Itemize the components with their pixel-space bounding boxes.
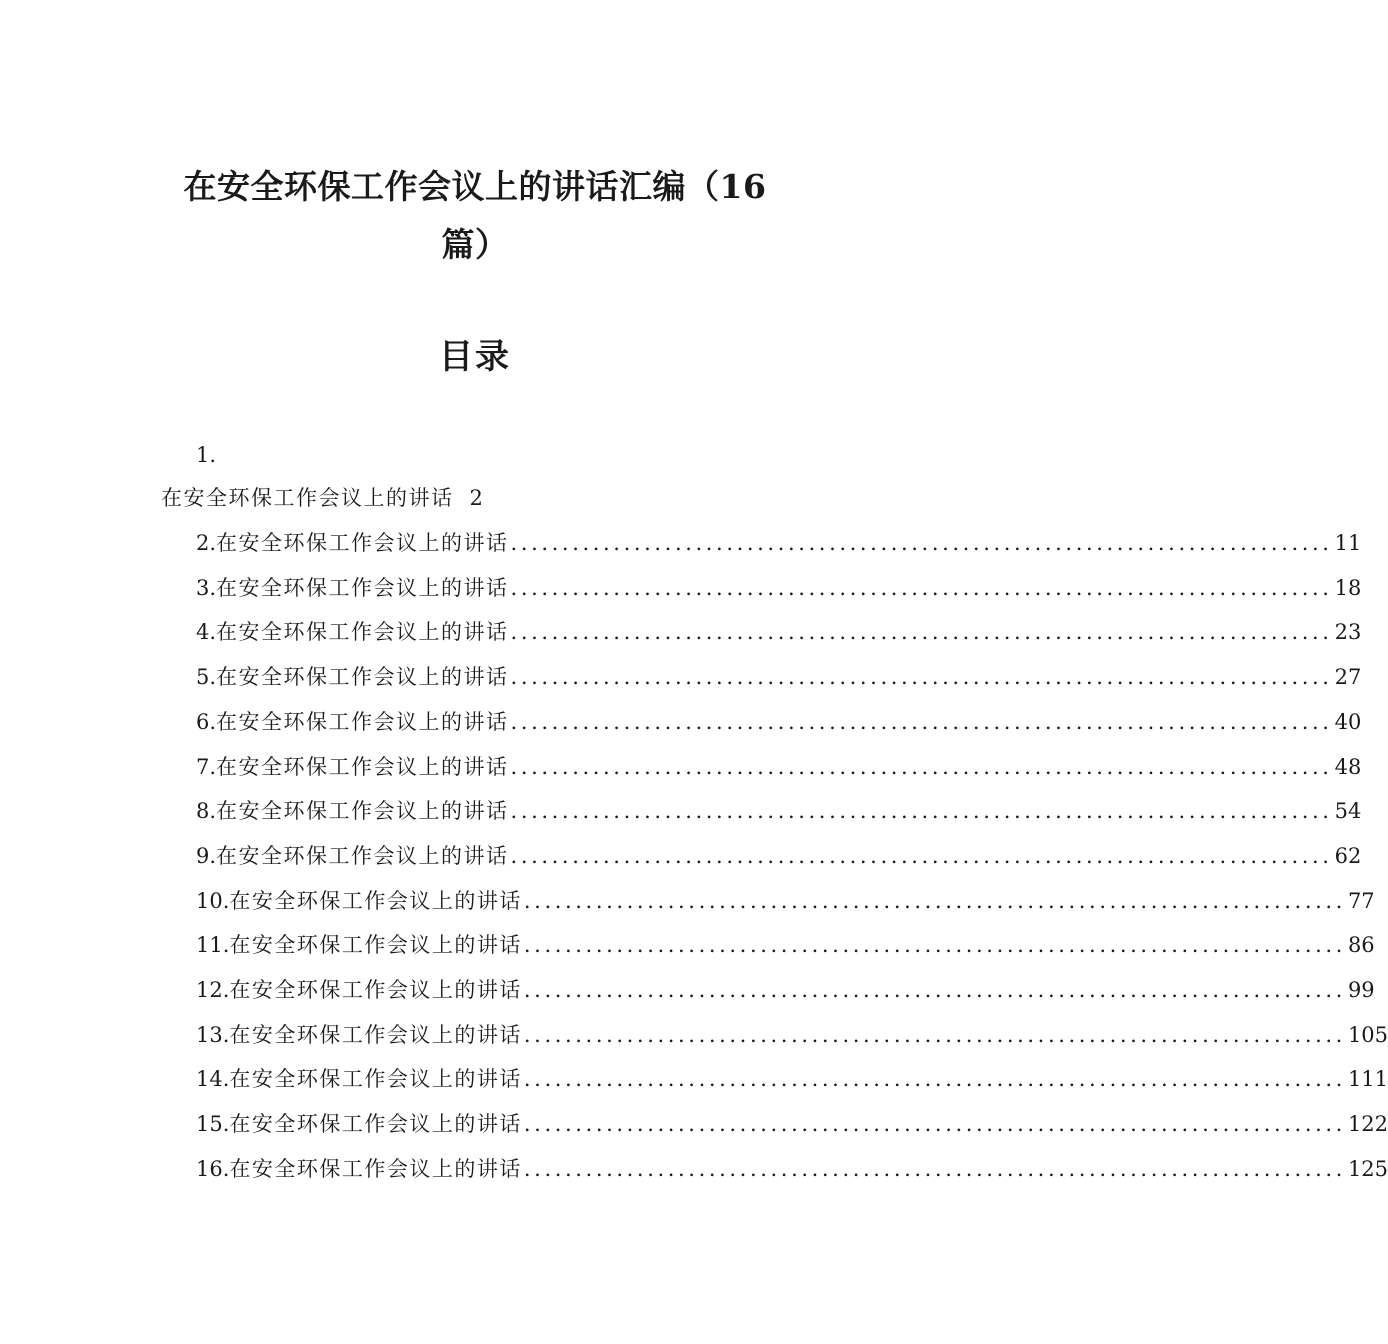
toc-entry-number: 7. <box>196 755 217 779</box>
toc-entry-page: 122 <box>1347 1112 1388 1136</box>
toc-entry-1-number[interactable]: 1. <box>196 443 217 467</box>
toc-heading: 目录 <box>439 337 511 377</box>
toc-entry[interactable] <box>196 1020 1388 1050</box>
toc-entry[interactable] <box>196 796 1362 826</box>
toc-entry-page: 125 <box>1347 1157 1388 1181</box>
toc-entry-number: 16. <box>196 1157 230 1181</box>
toc-entry[interactable] <box>196 975 1375 1005</box>
document-title-line-1: 在安全环保工作会议上的讲话汇编（16 <box>183 167 767 206</box>
toc-entry-title: 在安全环保工作会议上的讲话 <box>229 933 522 957</box>
toc-entry-page: 99 <box>1347 978 1375 1002</box>
toc-entry-number: 2. <box>196 531 217 555</box>
toc-entry[interactable] <box>196 886 1375 916</box>
toc-entry-page: 105 <box>1347 1023 1388 1047</box>
toc-entry-number: 12. <box>196 978 230 1002</box>
toc-entry-page: 23 <box>1334 620 1362 644</box>
toc-entry[interactable] <box>196 617 1362 647</box>
toc-entry-1-page: 2 <box>469 486 485 510</box>
toc-entry-title: 在安全环保工作会议上的讲话 <box>216 799 509 823</box>
toc-dot-leader: ................................................................................ <box>510 844 1333 868</box>
toc-entry-page: 111 <box>1347 1067 1388 1091</box>
toc-entry-number: 4. <box>196 620 217 644</box>
toc-entry-number: 13. <box>196 1023 230 1047</box>
toc-dot-leader: ................................................................................ <box>523 889 1346 913</box>
toc-entry-title: 在安全环保工作会议上的讲话 <box>229 889 522 913</box>
toc-entry-page: 27 <box>1334 665 1362 689</box>
toc-entry-title: 在安全环保工作会议上的讲话 <box>216 531 509 555</box>
toc-entry-title: 在安全环保工作会议上的讲话 <box>216 665 509 689</box>
toc-entry-page: 11 <box>1334 531 1362 555</box>
toc-entry-number: 14. <box>196 1067 230 1091</box>
toc-entry[interactable] <box>196 707 1362 737</box>
toc-entry-title: 在安全环保工作会议上的讲话 <box>216 620 509 644</box>
toc-entry-1[interactable] <box>161 484 484 512</box>
toc-dot-leader: ................................................................................ <box>523 1067 1346 1091</box>
toc-entry-number: 11. <box>196 933 230 957</box>
toc-dot-leader: ................................................................................ <box>510 710 1333 734</box>
toc-dot-leader: ................................................................................ <box>510 531 1333 555</box>
toc-entry-number: 15. <box>196 1112 230 1136</box>
toc-entry[interactable] <box>196 1109 1388 1139</box>
toc-entry-title: 在安全环保工作会议上的讲话 <box>229 1023 522 1047</box>
toc-entry-title: 在安全环保工作会议上的讲话 <box>229 1067 522 1091</box>
toc-dot-leader: ................................................................................ <box>523 978 1346 1002</box>
toc-entry[interactable] <box>196 528 1362 558</box>
toc-entry-title: 在安全环保工作会议上的讲话 <box>216 755 509 779</box>
toc-entry-page: 40 <box>1334 710 1362 734</box>
toc-entry-page: 48 <box>1334 755 1362 779</box>
toc-entry-number: 8. <box>196 799 217 823</box>
toc-dot-leader: ................................................................................ <box>510 799 1333 823</box>
toc-entry-page: 54 <box>1334 799 1362 823</box>
toc-dot-leader: ................................................................................ <box>523 933 1346 957</box>
toc-entry-page: 77 <box>1347 889 1375 913</box>
toc-entry-page: 62 <box>1334 844 1362 868</box>
toc-entry-number: 5. <box>196 665 217 689</box>
toc-entry-title: 在安全环保工作会议上的讲话 <box>216 844 509 868</box>
toc-entry[interactable] <box>196 752 1362 782</box>
toc-dot-leader: ................................................................................ <box>510 665 1333 689</box>
toc-entry[interactable] <box>196 1154 1388 1184</box>
toc-entry-title: 在安全环保工作会议上的讲话 <box>229 978 522 1002</box>
toc-entry[interactable] <box>196 841 1362 871</box>
toc-entry-number: 6. <box>196 710 217 734</box>
document-title-line-2: 篇） <box>441 225 509 264</box>
toc-entry-title: 在安全环保工作会议上的讲话 <box>229 1157 522 1181</box>
toc-entry-title: 在安全环保工作会议上的讲话 <box>216 710 509 734</box>
toc-dot-leader: ................................................................................ <box>510 620 1333 644</box>
toc-entry-number: 9. <box>196 844 217 868</box>
toc-entry[interactable] <box>196 573 1362 603</box>
toc-entry-1-title: 在安全环保工作会议上的讲话 <box>161 486 454 510</box>
toc-entry[interactable] <box>196 662 1362 692</box>
toc-entry-title: 在安全环保工作会议上的讲话 <box>216 576 509 600</box>
toc-dot-leader: ................................................................................ <box>510 576 1333 600</box>
toc-entry-number: 10. <box>196 889 230 913</box>
toc-entry-page: 86 <box>1347 933 1375 957</box>
document-title <box>150 158 800 274</box>
toc-dot-leader: ................................................................................ <box>510 755 1333 779</box>
toc-entry[interactable] <box>196 1064 1388 1094</box>
toc-entry[interactable] <box>196 930 1375 960</box>
toc-entry-page: 18 <box>1334 576 1362 600</box>
toc-dot-leader: ................................................................................ <box>523 1157 1346 1181</box>
toc-entry-number: 3. <box>196 576 217 600</box>
toc-dot-leader: ................................................................................ <box>523 1112 1346 1136</box>
toc-entry-title: 在安全环保工作会议上的讲话 <box>229 1112 522 1136</box>
toc-dot-leader: ................................................................................ <box>523 1023 1346 1047</box>
